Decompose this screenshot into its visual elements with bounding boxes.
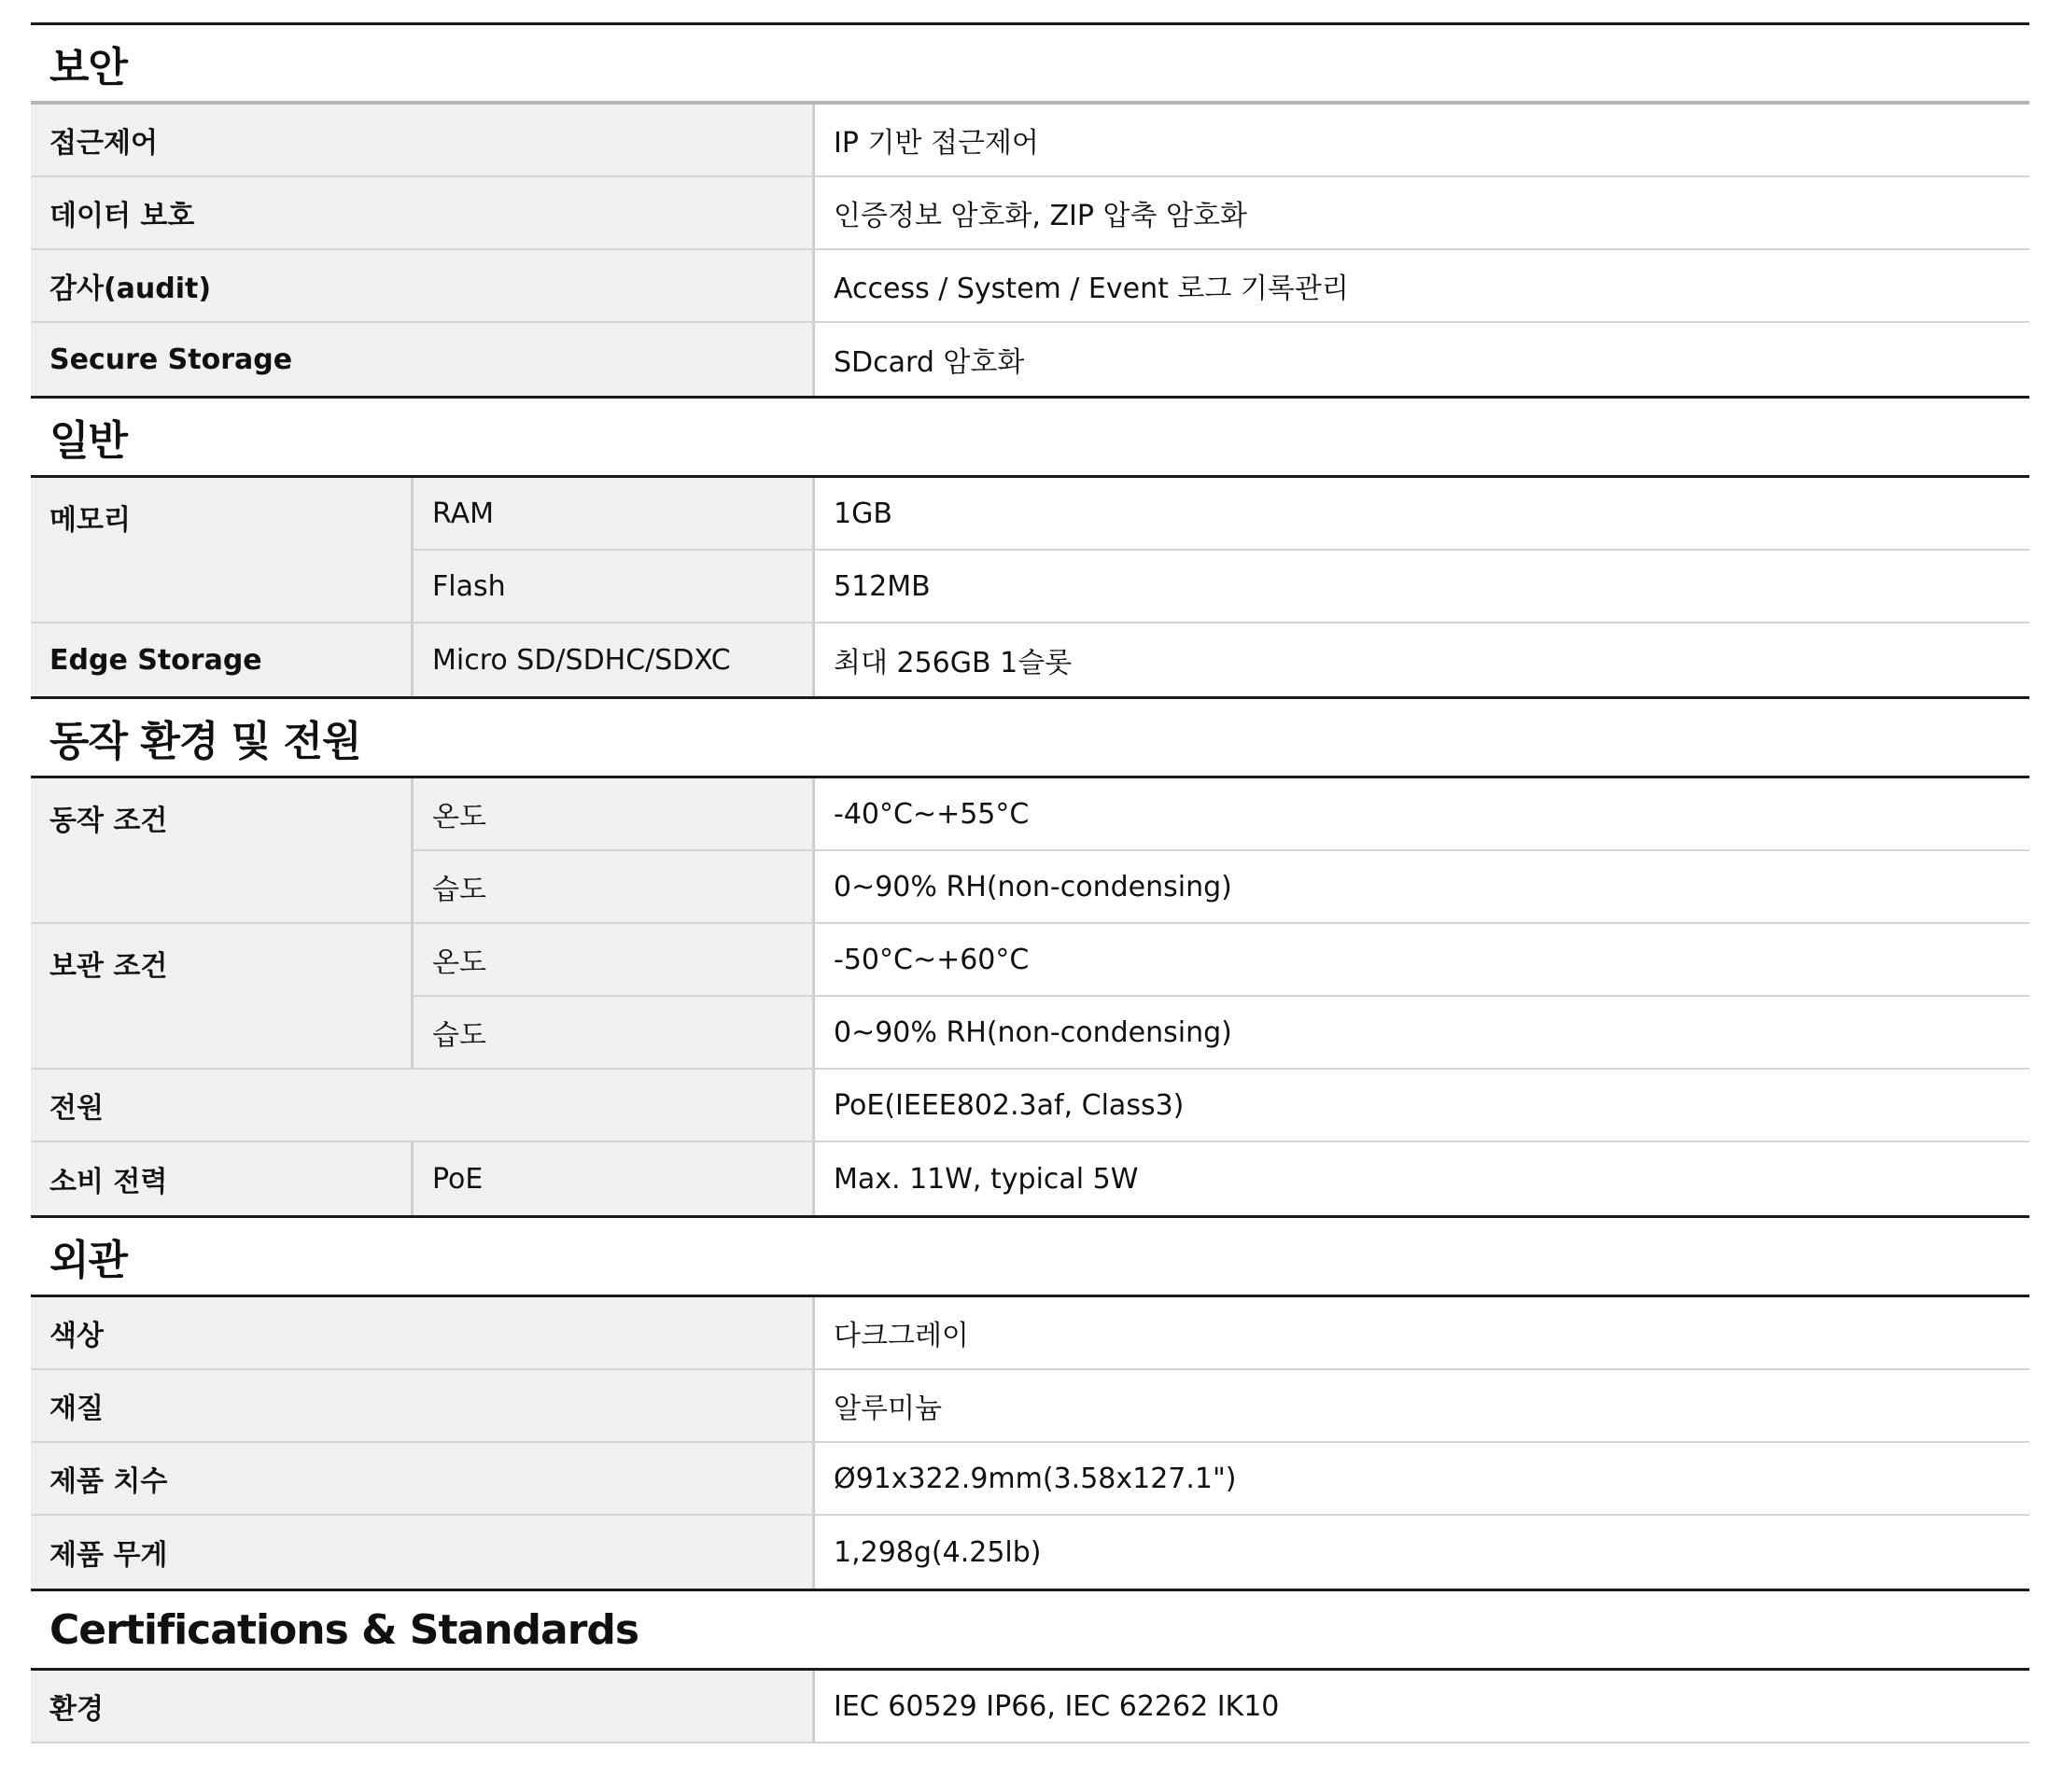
general-grid — [31, 478, 2029, 696]
row-value-power-consumption: Max. 11W, typical 5W — [815, 1142, 2029, 1215]
row-value-material: 알루미늄 — [815, 1370, 2029, 1443]
row-value-dimensions: Ø91x322.9mm(3.58x127.1") — [815, 1443, 2029, 1516]
row-value-operating-humidity: 0~90% RH(non-condensing) — [815, 851, 2029, 924]
row-value-environment-cert: IEC 60529 IP66, IEC 62262 IK10 — [815, 1671, 2029, 1743]
section-title-general: 일반 — [31, 396, 2029, 478]
security-grid — [31, 105, 2029, 396]
section-title-certifications: Certifications & Standards — [31, 1589, 2029, 1671]
row-label-power: 전원 — [31, 1070, 815, 1142]
row-sub-edge-storage: Micro SD/SDHC/SDXC — [414, 623, 815, 696]
environment-grid — [31, 778, 2029, 1215]
section-title-appearance: 외관 — [31, 1215, 2029, 1297]
appearance-grid — [31, 1297, 2029, 1589]
row-label-memory: 메모리 — [31, 478, 414, 623]
row-value-storage-temperature: -50°C~+60°C — [815, 924, 2029, 997]
row-label-color: 색상 — [31, 1297, 815, 1370]
row-label-storage-conditions: 보관 조건 — [31, 924, 414, 1070]
section-title-security: 보안 — [31, 22, 2029, 105]
row-sub-flash: Flash — [414, 551, 815, 623]
row-sub-power-consumption: PoE — [414, 1142, 815, 1215]
row-label-audit: 감사(audit) — [31, 250, 815, 323]
row-label-environment-cert: 환경 — [31, 1671, 815, 1743]
row-label-data-protection: 데이터 보호 — [31, 177, 815, 250]
row-value-secure-storage: SDcard 암호화 — [815, 323, 2029, 396]
row-sub-ram: RAM — [414, 478, 815, 551]
row-sub-storage-humidity: 습도 — [414, 997, 815, 1070]
row-value-weight: 1,298g(4.25lb) — [815, 1516, 2029, 1589]
row-value-color: 다크그레이 — [815, 1297, 2029, 1370]
row-sub-storage-temperature: 온도 — [414, 924, 815, 997]
row-value-ram: 1GB — [815, 478, 2029, 551]
row-label-operating-conditions: 동작 조건 — [31, 778, 414, 924]
row-value-edge-storage: 최대 256GB 1슬롯 — [815, 623, 2029, 696]
row-label-secure-storage: Secure Storage — [31, 323, 815, 396]
row-value-storage-humidity: 0~90% RH(non-condensing) — [815, 997, 2029, 1070]
row-sub-operating-temperature: 온도 — [414, 778, 815, 851]
row-value-flash: 512MB — [815, 551, 2029, 623]
row-value-access-control: IP 기반 접근제어 — [815, 105, 2029, 177]
row-label-dimensions: 제품 치수 — [31, 1443, 815, 1516]
row-value-data-protection: 인증정보 암호화, ZIP 압축 암호화 — [815, 177, 2029, 250]
row-label-material: 재질 — [31, 1370, 815, 1443]
certifications-grid — [31, 1671, 2029, 1743]
row-label-weight: 제품 무게 — [31, 1516, 815, 1589]
row-sub-operating-humidity: 습도 — [414, 851, 815, 924]
row-value-operating-temperature: -40°C~+55°C — [815, 778, 2029, 851]
spec-table — [31, 22, 2029, 1743]
section-title-environment: 동작 환경 및 전원 — [31, 696, 2029, 778]
row-label-access-control: 접근제어 — [31, 105, 815, 177]
row-value-power: PoE(IEEE802.3af, Class3) — [815, 1070, 2029, 1142]
row-value-audit: Access / System / Event 로그 기록관리 — [815, 250, 2029, 323]
row-label-power-consumption: 소비 전력 — [31, 1142, 414, 1215]
row-label-edge-storage: Edge Storage — [31, 623, 414, 696]
